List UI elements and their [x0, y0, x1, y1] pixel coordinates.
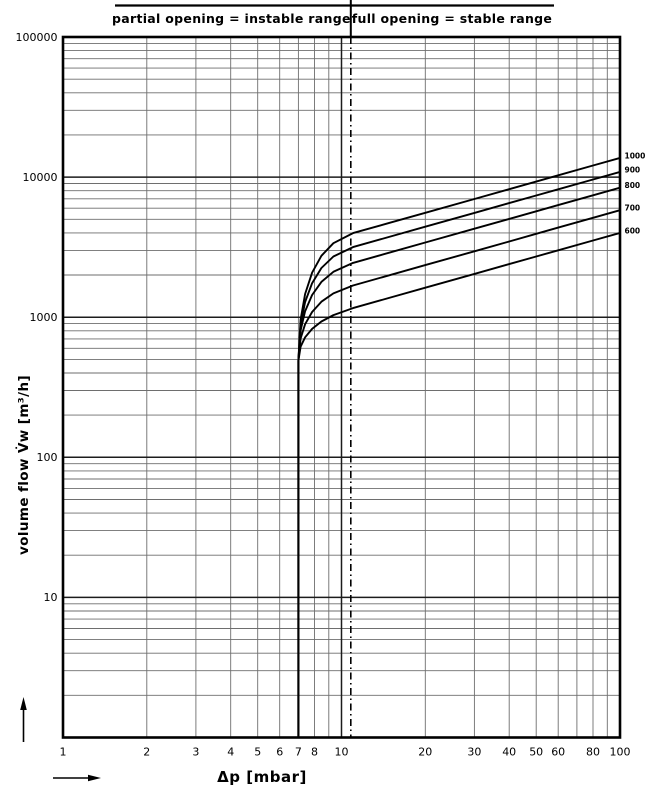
curve-label-600: 600: [624, 226, 641, 236]
y-tick-100000: 100000: [15, 30, 58, 44]
flow-curve-600: [298, 233, 620, 361]
x-tick-5: 5: [254, 745, 262, 759]
flow-curve-1000: [298, 158, 620, 361]
x-tick-60: 60: [551, 745, 566, 759]
flow-curve-800: [298, 188, 620, 361]
x-tick-3: 3: [192, 745, 200, 759]
curve-label-1000: 1000: [624, 151, 646, 161]
curve-label-700: 700: [624, 203, 641, 213]
x-tick-40: 40: [502, 745, 517, 759]
x-tick-50: 50: [529, 745, 544, 759]
x-tick-30: 30: [467, 745, 482, 759]
y-tick-10000: 10000: [22, 170, 58, 184]
right-arrow-icon: [53, 775, 101, 781]
y-tick-1000: 1000: [29, 311, 58, 324]
x-tick-8: 8: [311, 745, 318, 759]
x-tick-100: 100: [609, 745, 631, 759]
y-tick-10: 10: [43, 591, 58, 605]
x-tick-4: 4: [227, 745, 235, 759]
x-tick-1: 1: [59, 745, 67, 759]
header-label-stable-range: full opening = stable range: [351, 11, 553, 26]
x-tick-labels: [60, 746, 631, 759]
curve-label-900: 900: [624, 165, 641, 175]
x-tick-7: 7: [294, 745, 302, 759]
x-tick-10: 10: [334, 745, 349, 759]
x-tick-2: 2: [143, 745, 151, 759]
x-axis-title: Δp [mbar]: [217, 768, 307, 786]
x-tick-6: 6: [276, 745, 284, 759]
header-label-instable-range: partial opening = instable range: [112, 11, 351, 26]
curve-label-800: 800: [624, 181, 641, 191]
y-axis-title: volume flow V̇w [m³/h]: [16, 374, 32, 556]
x-tick-80: 80: [586, 745, 600, 759]
x-tick-20: 20: [418, 745, 433, 759]
y-tick-100: 100: [36, 451, 58, 465]
up-arrow-icon: [20, 697, 27, 742]
